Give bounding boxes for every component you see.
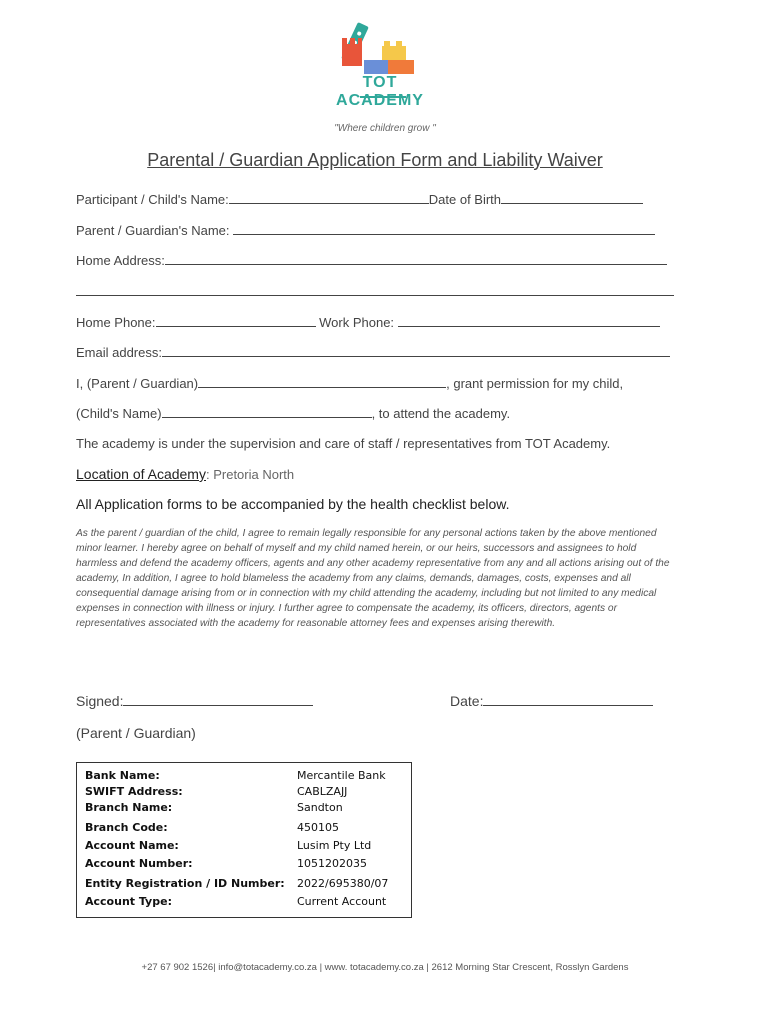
bank-value: 2022/695380/07: [297, 877, 389, 890]
logo-text: [318, 74, 442, 110]
liability-waiver-text: As the parent / guardian of the child, I agree to remain legally responsible for any personal actions taken by the above mentioned minor learner. I hereby agree on behalf of myself and my child named herein, or our heirs, successors and assignees to hold harmless and defend the academy officers, agents and any other academy representative from any and all actions arising out of the academy, In addition, I agree to hold blameless the academy from any claims, demands, damages, costs, expenses and all consequential damage arising from or in connection with my child attending the academy, including but not limited to any medical expenses in connection with illness or injury. I further agree to compensate the academy, its officers, directors, agents or representatives associated with the academy for reasonable attorney fees and expenses arising therewith.: [76, 528, 670, 629]
date-row: [450, 693, 653, 709]
guardian-name-row: [76, 222, 655, 238]
contact-footer: +27 67 902 1526| info@totacademy.co.za | www. totacademy.co.za | 2612 Morning Star Crescent, Rosslyn Gardens: [141, 962, 629, 973]
bank-label: Account Type:: [85, 895, 172, 908]
signed-row: [76, 693, 313, 709]
child-attend-blank[interactable]: [162, 405, 372, 418]
bank-label: Account Number:: [85, 857, 193, 870]
bank-label: Branch Name:: [85, 801, 173, 814]
bank-label: SWIFT Address:: [85, 785, 183, 798]
permission-suffix: , grant permission for my child,: [446, 376, 624, 391]
bank-label: Account Name:: [85, 839, 179, 852]
child-prefix: (Child's Name): [76, 406, 162, 421]
dob-blank[interactable]: [501, 191, 643, 204]
home-address-row-2: [76, 283, 674, 299]
guardian-name-label: Parent / Guardian's Name:: [76, 223, 230, 238]
location-value: : Pretoria North: [205, 467, 295, 482]
child-name-label: Participant / Child's Name:: [76, 192, 229, 207]
signature-role: (Parent / Guardian): [76, 725, 196, 741]
tagline: "Where children grow ": [334, 123, 436, 134]
email-blank[interactable]: [162, 344, 670, 357]
logo-text-value: TOT ACADEMY: [336, 74, 424, 109]
location-label: Location of Academy: [76, 466, 206, 482]
bank-label: Entity Registration / ID Number:: [85, 877, 285, 890]
dob-label: Date of Birth: [428, 192, 502, 207]
home-phone-label: Home Phone:: [76, 315, 156, 330]
email-row: [76, 344, 670, 360]
home-phone-blank[interactable]: [156, 314, 316, 327]
bank-label: Branch Code:: [85, 821, 168, 834]
work-phone-blank[interactable]: [398, 314, 660, 327]
bank-details-box: [76, 762, 412, 918]
child-name-blank[interactable]: [229, 191, 429, 204]
guardian-permission-blank[interactable]: [198, 375, 446, 388]
bank-value: CABLZAJJ: [297, 785, 348, 798]
child-name-row: [76, 191, 643, 207]
signed-label: Signed:: [76, 693, 124, 709]
child-suffix: , to attend the academy.: [371, 406, 511, 421]
home-address-blank-2[interactable]: [76, 283, 674, 296]
signed-blank[interactable]: [123, 693, 313, 706]
location-row: [76, 466, 294, 482]
bank-value: 1051202035: [297, 857, 367, 870]
bank-value: 450105: [297, 821, 339, 834]
date-blank[interactable]: [483, 693, 653, 706]
date-label: Date:: [450, 693, 484, 709]
permission-prefix: I, (Parent / Guardian): [76, 376, 199, 391]
home-address-blank[interactable]: [165, 252, 667, 265]
home-address-label: Home Address:: [76, 253, 165, 268]
guardian-name-blank[interactable]: [233, 222, 655, 235]
checklist-note: All Application forms to be accompanied by the health checklist below.: [76, 496, 510, 512]
email-label: Email address:: [76, 345, 162, 360]
work-phone-label: Work Phone:: [319, 315, 395, 330]
child-attend-row: [76, 405, 510, 421]
bank-label: Bank Name:: [85, 769, 160, 782]
supervision-statement: The academy is under the supervision and care of staff / representatives from TOT Academy.: [76, 436, 611, 451]
bank-value: Mercantile Bank: [297, 769, 386, 782]
form-title: Parental / Guardian Application Form and Liability Waiver: [147, 150, 603, 170]
bank-value: Sandton: [297, 801, 343, 814]
home-address-row: [76, 252, 667, 268]
phone-row: [76, 314, 660, 330]
bank-value: Lusim Pty Ltd: [297, 839, 372, 852]
bank-value: Current Account: [297, 895, 387, 908]
permission-row: [76, 375, 623, 391]
